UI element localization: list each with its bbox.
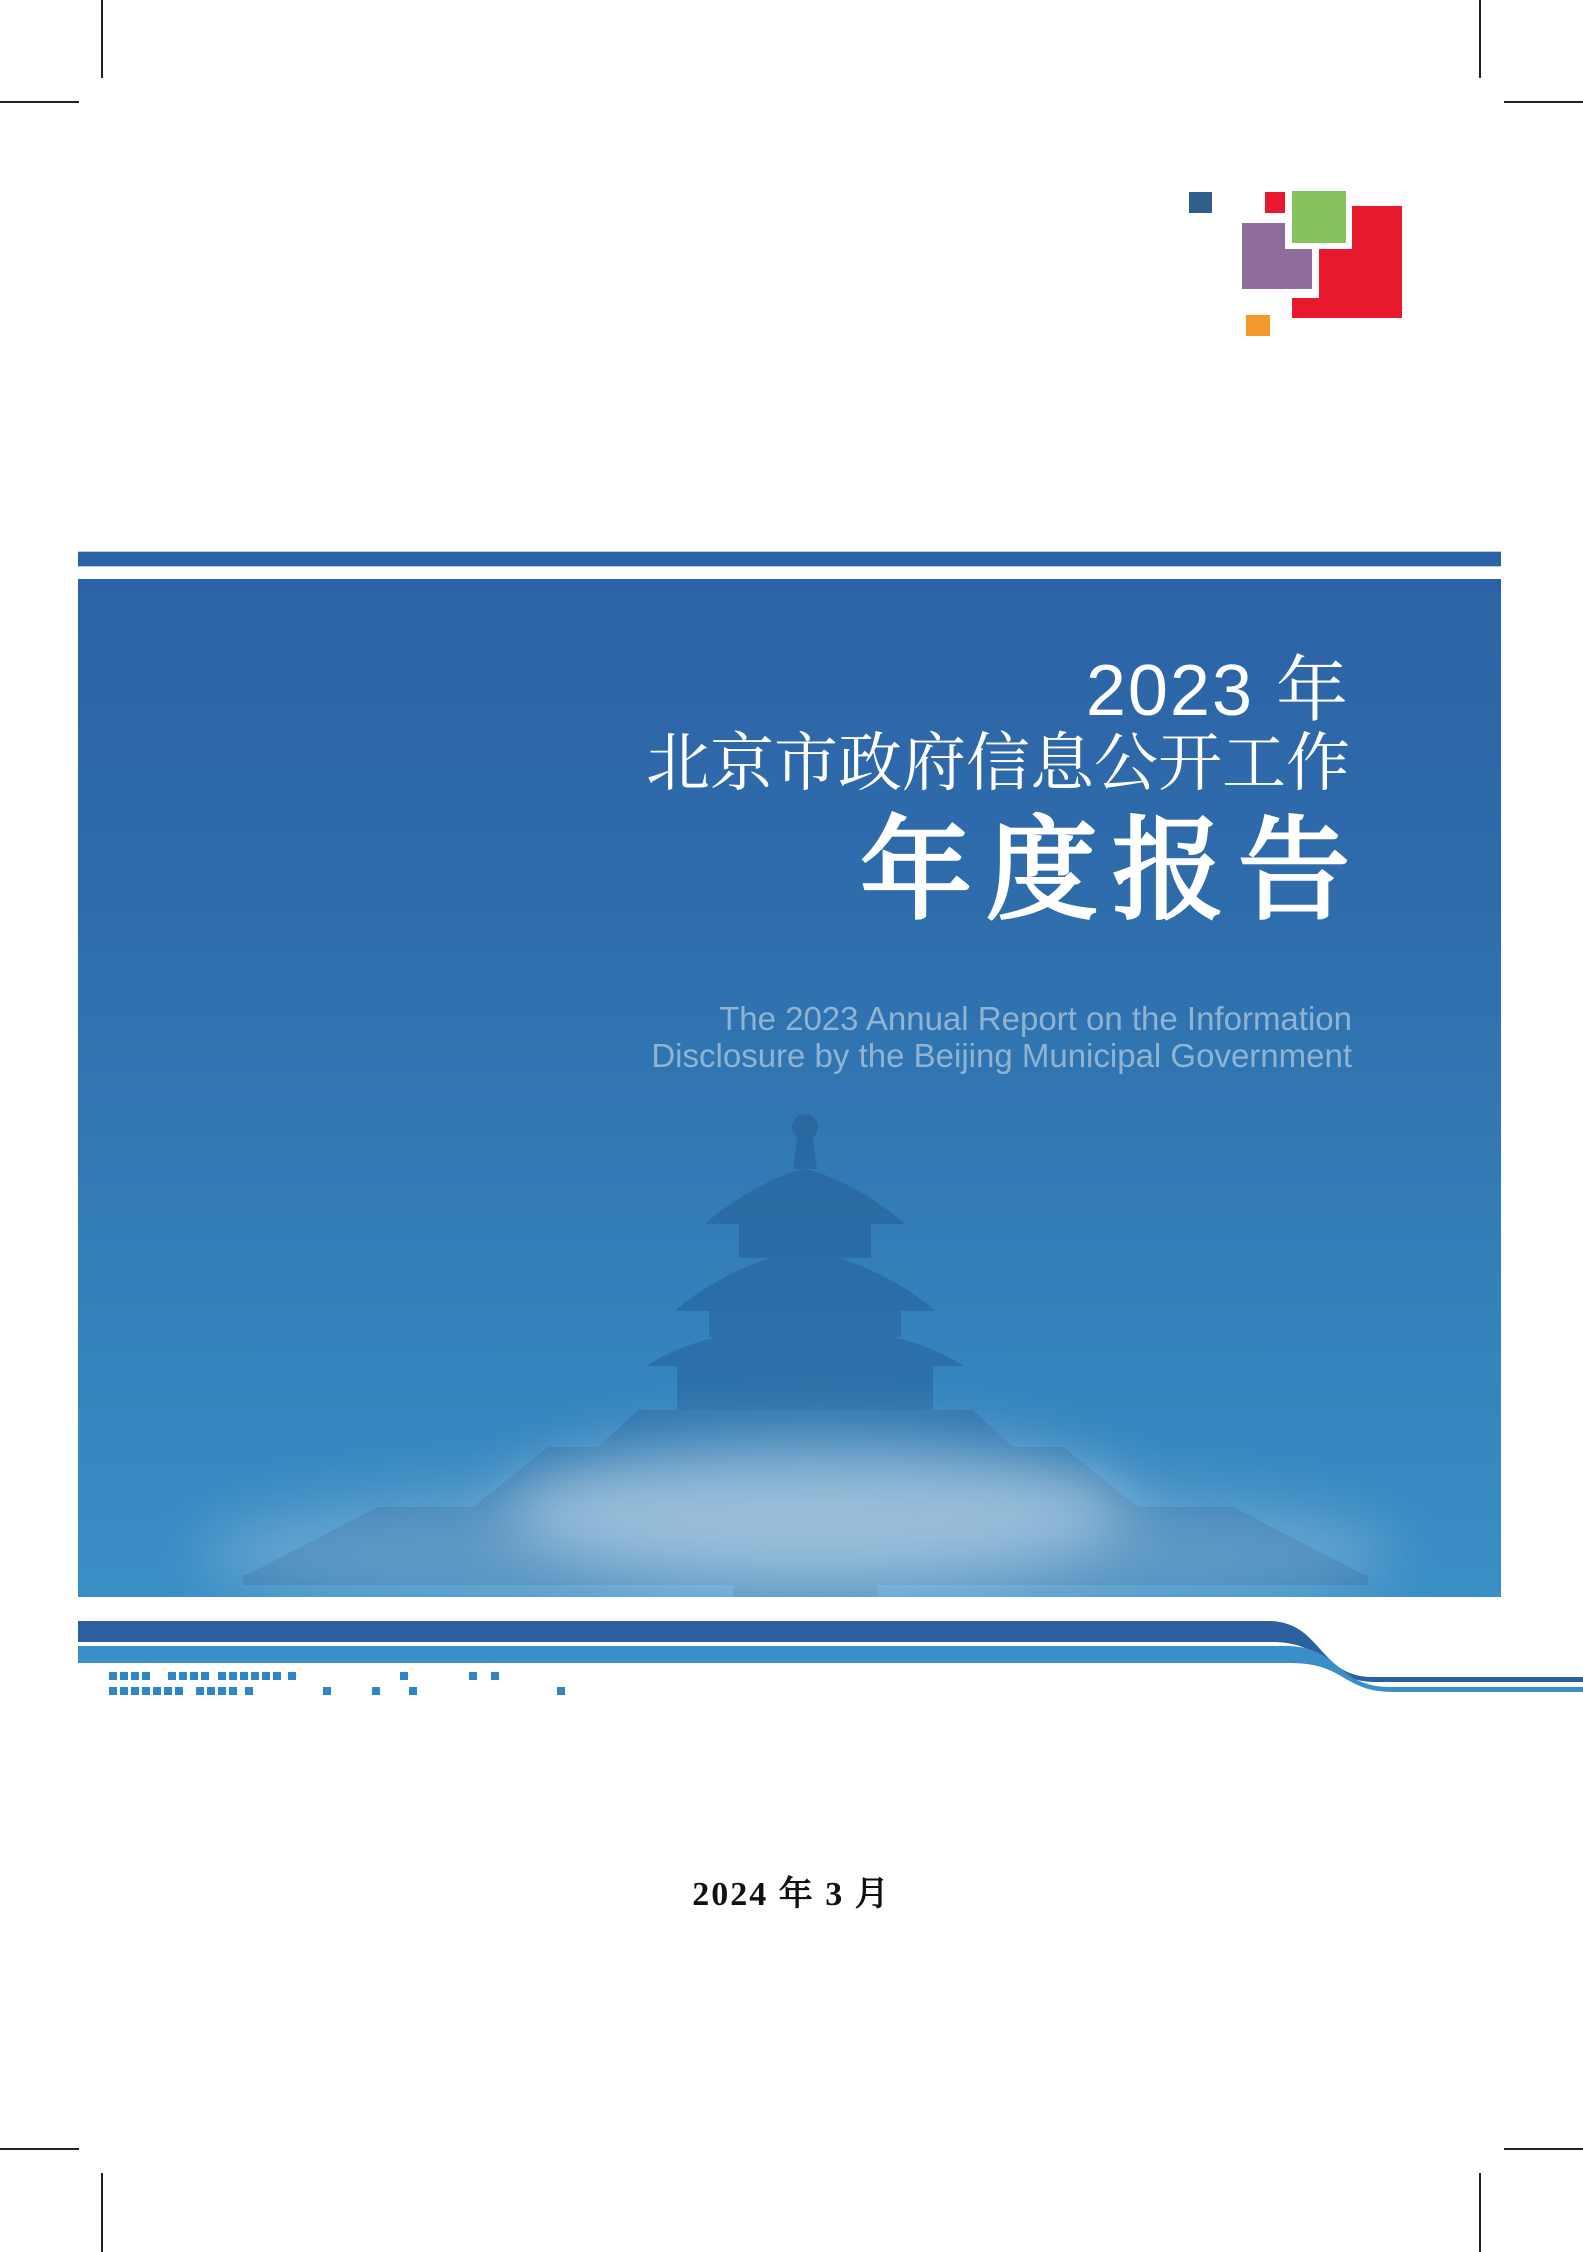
crop-mark-top-left-vertical [101, 0, 103, 78]
cover-title-year: 2023 年 [1085, 651, 1350, 731]
cover-title-main: 年度报告 [860, 808, 1364, 933]
dot [262, 1672, 270, 1680]
dot [142, 1672, 150, 1680]
dot [409, 1687, 417, 1695]
cover-title-block [250, 579, 1364, 1597]
dot [120, 1687, 128, 1695]
crop-mark-top-left-horizontal [0, 101, 79, 103]
dot [229, 1687, 237, 1695]
crop-mark-bottom-left-horizontal [0, 2148, 79, 2150]
ribbon-stripes [0, 1615, 1583, 1700]
dot [323, 1687, 331, 1695]
dot [491, 1672, 499, 1680]
ribbon-stripe-light [78, 1646, 1583, 1692]
dot [168, 1672, 176, 1680]
dot [109, 1672, 117, 1680]
dot [131, 1687, 139, 1695]
dot [400, 1672, 408, 1680]
crop-mark-top-right-horizontal [1504, 101, 1583, 103]
dot [201, 1672, 209, 1680]
crop-mark-bottom-left-vertical [101, 2173, 103, 2252]
cover-subtitle-english-line2: Disclosure by the Beijing Municipal Government [651, 1037, 1352, 1074]
dot [218, 1672, 226, 1680]
cover-subtitle-english-line1: The 2023 Annual Report on the Information [719, 1000, 1352, 1037]
dot [240, 1672, 248, 1680]
cover-accent-bar [78, 551, 1501, 567]
dot [142, 1687, 150, 1695]
logo-colored-squares [1180, 185, 1410, 340]
logo-green-square [1292, 191, 1346, 243]
dot [164, 1687, 172, 1695]
dot [372, 1687, 380, 1695]
dot [190, 1672, 198, 1680]
logo-navy-square [1189, 192, 1212, 213]
cover-subtitle-english [252, 1000, 1352, 1074]
cover-panel [78, 579, 1501, 1597]
dot [245, 1687, 253, 1695]
dot [131, 1672, 139, 1680]
logo-icon [1180, 185, 1410, 340]
logo-orange-square [1246, 315, 1270, 336]
dot [557, 1687, 565, 1695]
cover-title-subject: 北京市政府信息公开工作 [646, 727, 1350, 799]
dot [207, 1687, 215, 1695]
publication-date: 2024 年 3 月 [692, 1876, 891, 1913]
dot [218, 1687, 226, 1695]
dot [120, 1672, 128, 1680]
dot [196, 1687, 204, 1695]
crop-mark-bottom-right-vertical [1479, 2173, 1481, 2252]
dot [175, 1687, 183, 1695]
crop-mark-top-right-vertical [1479, 0, 1481, 78]
dot [229, 1672, 237, 1680]
dot [153, 1687, 161, 1695]
dot [273, 1672, 281, 1680]
crop-mark-bottom-right-horizontal [1504, 2148, 1583, 2150]
dot [251, 1672, 259, 1680]
dot [469, 1672, 477, 1680]
dot [109, 1687, 117, 1695]
dot [288, 1672, 296, 1680]
logo-small-red-square [1265, 192, 1285, 213]
dot [179, 1672, 187, 1680]
